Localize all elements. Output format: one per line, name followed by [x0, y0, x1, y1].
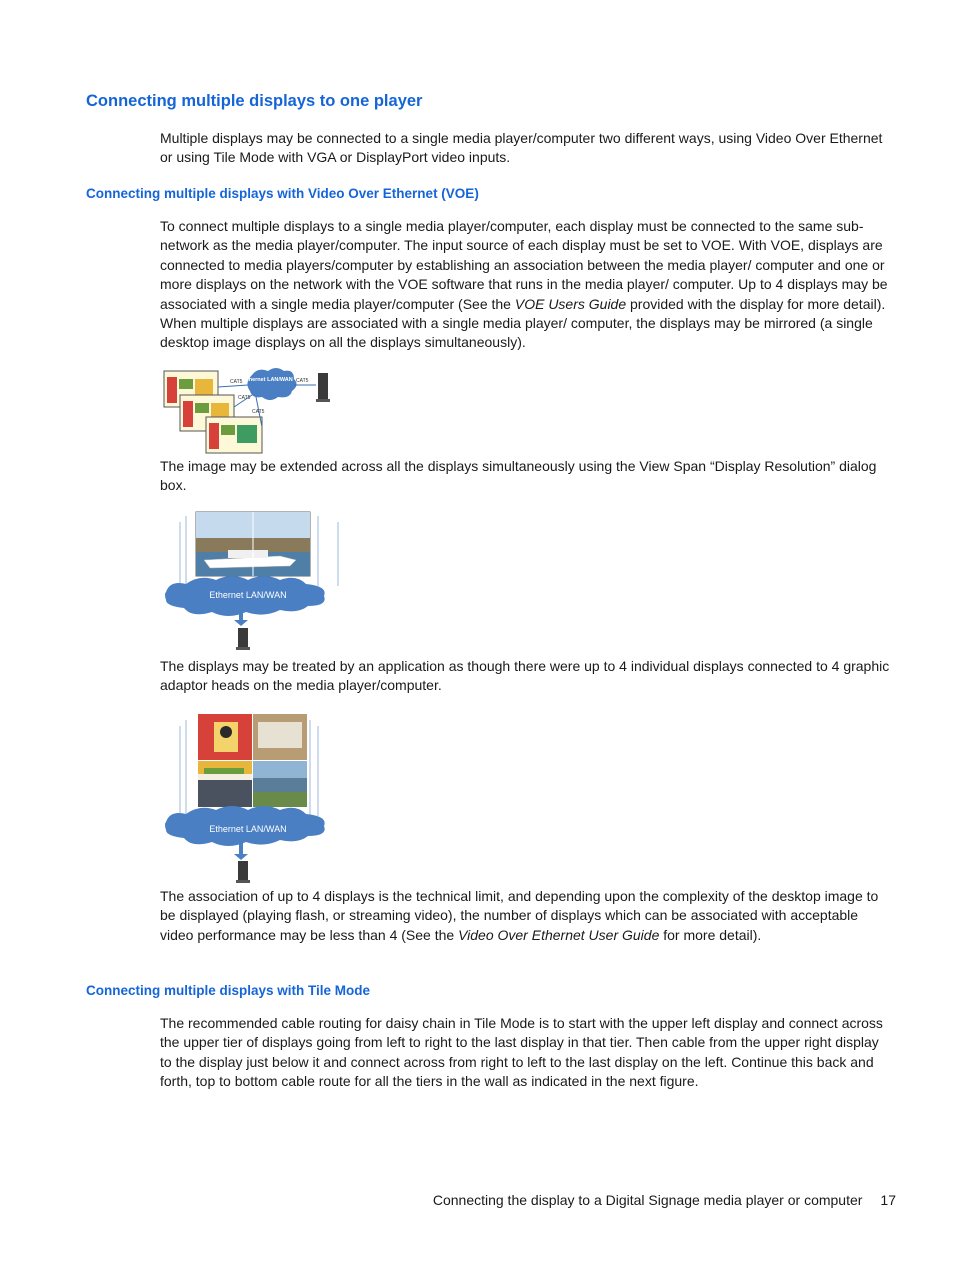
display-tile-2	[253, 714, 307, 760]
page-footer	[0, 1192, 896, 1208]
voe-paragraph-4: The association of up to 4 displays is the technical limit, and depending upon the complexity of the desktop image to be displayed (playing flash, or streaming video), the number of displays which can be associated with acceptable video performance may be less than 4 (See the Video Over Ethernet User Guide for more detail).	[160, 888, 879, 943]
display-tile-4	[253, 761, 307, 807]
voe-paragraph-3: The displays may be treated by an application as though there were up to 4 individual displays connected to 4 graphic adaptor heads on the media player/computer.	[160, 658, 890, 694]
tile-mode-paragraph: The recommended cable routing for daisy chain in Tile Mode is to start with the upper left display and connect across the upper tier of displays going from left to right to the last display in that tier. Then cable from the upper right display to the display just below it and connect across from right to left to the last display on the left. Continue this back and forth, top to bottom cable route for all the tiers in the wall as indicated in the next figure.	[160, 1015, 883, 1090]
cat5-label-4: CAT5	[296, 378, 309, 384]
voe-user-guide-ref: Video Over Ethernet User Guide	[458, 926, 660, 943]
media-player-icon	[236, 628, 250, 650]
section-heading: Connecting multiple displays to one player	[86, 92, 423, 110]
voe-paragraph-1: To connect multiple displays to a single media player/computer, each display must be connected to the same sub-network as the media player/computer. The input source of each display must be set to VOE. With VOE, displays are connected to media players/computer by establishing an association between the media player/ computer and one or more displays on the network with the VOE software that runs in the media player/ computer. Up to 4 displays may be associated with a single media player/computer (See the VOE Users Guide provided with the display for more detail). When multiple displays are associated with a single media player/ computer, the displays may be mirrored (a single desktop image displays on all the displays simultaneously).	[160, 218, 888, 351]
voe-subheading: Connecting multiple displays with Video Over Ethernet (VOE)	[86, 186, 479, 201]
cloud-shape	[247, 368, 296, 400]
intro-paragraph: Multiple displays may be connected to a single media player/computer two different ways, using Video Over Ethernet or using Tile Mode with VGA or DisplayPort video inputs.	[160, 130, 883, 166]
display-thumb-3	[206, 417, 262, 453]
figure-voe-extended	[160, 508, 352, 659]
cat5-label-2: CAT5	[238, 395, 251, 401]
tile-mode-subheading: Connecting multiple displays with Tile Mode	[86, 983, 371, 998]
cat5-label-1: CAT5	[230, 379, 243, 385]
display-tile-1	[198, 714, 252, 760]
cloud-label: Ethernet LAN/WAN	[243, 377, 293, 383]
display-tile-3	[198, 761, 252, 807]
page-number: 17	[880, 1192, 896, 1208]
media-player-icon	[236, 861, 250, 883]
cloud-label: Ethernet LAN/WAN	[209, 824, 287, 834]
cloud-label: Ethernet LAN/WAN	[209, 590, 287, 600]
footer-chapter-title: Connecting the display to a Digital Signage media player or computer	[432, 1192, 863, 1208]
figure-voe-individual	[160, 708, 352, 889]
media-player-icon	[316, 373, 330, 402]
voe-users-guide-ref: VOE Users Guide	[514, 295, 627, 312]
cat5-label-3: CAT5	[252, 409, 265, 415]
extended-image-displays	[196, 512, 310, 576]
figure-voe-mirrored	[160, 365, 340, 460]
voe-paragraph-2: The image may be extended across all the displays simultaneously using the View Span “Display Resolution” dialog box.	[160, 458, 877, 494]
